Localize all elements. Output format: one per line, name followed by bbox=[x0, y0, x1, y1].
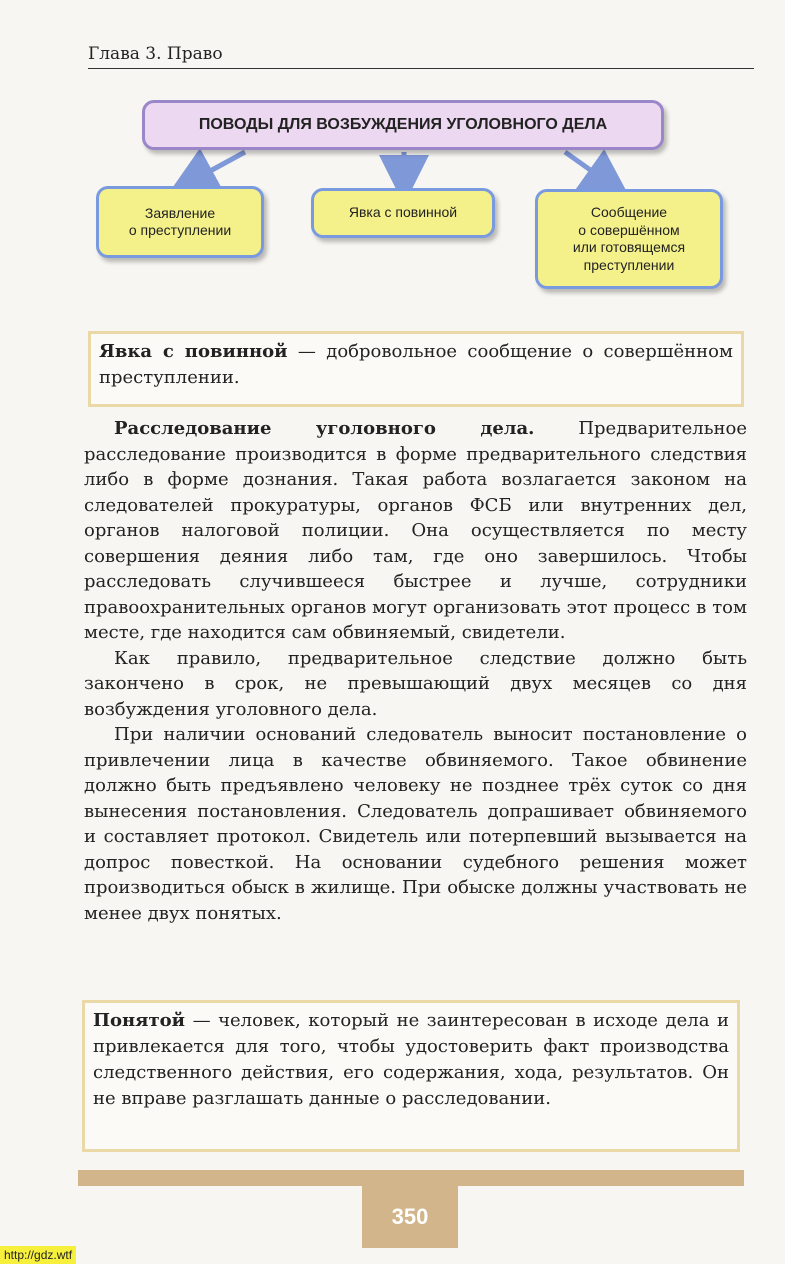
chapter-header: Глава 3. Право bbox=[88, 44, 754, 69]
diagram-box-statement bbox=[96, 186, 264, 258]
paragraph-3: При наличии оснований следователь выносит постановление о привлечении лица в качестве обвиняемого. Такое обвинение должно быть предъявлено человеку не позднее трёх суток со дня вынесения постановления. Следователь допрашивает обвиняемого и составляет протокол. Свидетель или потерпевший вызывается на допрос повесткой. На основании судебного решения может производиться обыск в жилище. При обыске должны участвовать не менее двух понятых. bbox=[84, 724, 747, 924]
watermark-link[interactable]: http://gdz.wtf bbox=[0, 1246, 76, 1264]
paragraph-2: Как правило, предварительное следствие должно быть закончено в срок, не превышающий двух месяцев со дня возбуждения уголовного дела. bbox=[84, 647, 747, 720]
definition-confession-term: Явка с повинной bbox=[99, 341, 288, 362]
definition-confession bbox=[88, 331, 744, 407]
definition-witness-term: Понятой bbox=[93, 1010, 185, 1031]
definition-confession-text: — добровольное сообщение о совершённом преступлении. bbox=[99, 341, 734, 388]
paragraph-1-heading: Расследование уголовного дела. bbox=[114, 418, 535, 439]
reasons-diagram bbox=[0, 0, 785, 320]
paragraph-1-text: Предварительное расследование производится в форме предварительного следствия либо в форме дознания. Такая работа возлагается законом на следователей прокуратуры, органов ФСБ или внутренних дел, органов налоговой полиции. Она осуществляется по месту совершения деяния либо там, где оно завершилось. Чтобы расследовать случившееся быстрее и лучше, сотрудники правоохранительных органов могут организовать этот процесс в том месте, где находится сам обвиняемый, свидетели. bbox=[84, 418, 747, 643]
diagram-box-confession-label: Явка с повинной bbox=[348, 204, 458, 221]
paragraph-1 bbox=[84, 416, 747, 646]
page-number: 350 bbox=[362, 1186, 458, 1248]
diagram-main-box: ПОВОДЫ ДЛЯ ВОЗБУЖДЕНИЯ УГОЛОВНОГО ДЕЛА bbox=[142, 100, 664, 150]
arrow-left bbox=[190, 152, 245, 182]
diagram-box-confession bbox=[311, 188, 495, 238]
main-text bbox=[84, 416, 747, 926]
footer-band bbox=[78, 1170, 744, 1186]
definition-witness bbox=[82, 1000, 740, 1152]
definition-witness-text: — человек, который не заинтересован в исходе дела и привлекается для того, чтобы удостоверить факт производства следственного действия, его содержания, хода, результатов. Он не вправе разглашать данные о расследовании. bbox=[93, 1010, 729, 1109]
diagram-box-statement-label: Заявление о преступлении bbox=[128, 204, 232, 238]
arrow-right bbox=[565, 152, 610, 184]
diagram-box-report-label: Сообщение о совершённом или готовящемся преступлении bbox=[572, 204, 686, 273]
diagram-box-report bbox=[535, 189, 723, 289]
